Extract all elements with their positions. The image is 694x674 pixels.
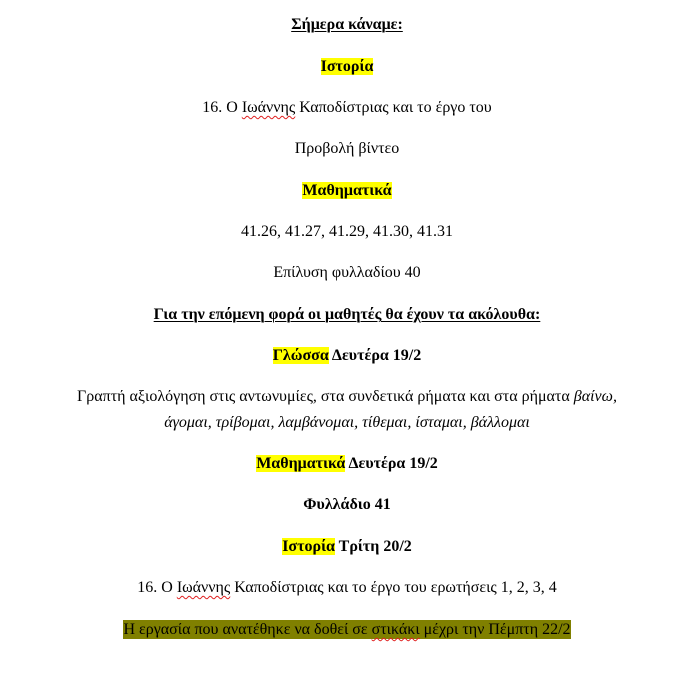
submission-note-usb: στικάκι (371, 621, 420, 638)
language-hw-text-line1 (0, 386, 694, 408)
history-hw-when: Τρίτη 20/2 (334, 538, 412, 555)
submission-note-part1: Η εργασία που ανατέθηκε να δοθεί σε (123, 621, 372, 638)
math-hw-subject: Μαθηματικά (256, 455, 346, 472)
language-hw-text-line2 (0, 412, 694, 434)
math-subject-line (0, 180, 694, 202)
history-hw-item-line (0, 577, 694, 599)
history-item-prefix: 16. Ο (202, 99, 242, 116)
history-item-name: Ιωάννης (241, 99, 296, 116)
submission-note-line (0, 619, 694, 641)
heading-next (0, 304, 694, 326)
history-item-suffix: Καποδίστριας και το έργο του (295, 99, 492, 116)
language-hw-title (0, 345, 694, 367)
history-video-line (0, 138, 694, 160)
math-subject: Μαθηματικά (302, 182, 392, 199)
history-hw-subject: Ιστορία (282, 538, 335, 555)
history-item-line (0, 97, 694, 119)
language-hw-when: Δευτέρα 19/2 (328, 347, 422, 364)
language-hw-subject: Γλώσσα (272, 347, 329, 364)
math-hw-worksheet-line (0, 494, 694, 516)
language-hw-text: Γραπτή αξιολόγηση στις αντωνυμίες, στα συνδετικά ρήματα και στα ρήματα (77, 388, 574, 405)
math-exercises: 41.26, 41.27, 41.29, 41.30, 41.31 (241, 223, 453, 240)
history-hw-item-name: Ιωάννης (176, 579, 231, 596)
history-subject: Ιστορία (320, 58, 374, 75)
submission-note (123, 620, 570, 639)
heading-today (0, 14, 694, 36)
submission-note-part3: μέχρι την Πέμπτη 22/2 (419, 621, 571, 638)
math-exercises-line (0, 221, 694, 243)
math-hw-worksheet: Φυλλάδιο 41 (303, 496, 391, 513)
history-video: Προβολή βίντεο (294, 140, 400, 157)
math-worksheet-line (0, 262, 694, 284)
history-hw-item-prefix: 16. Ο (137, 579, 177, 596)
math-worksheet: Επίλυση φυλλαδίου 40 (273, 264, 421, 281)
history-hw-title (0, 536, 694, 558)
language-hw-verbs: άγομαι, τρίβομαι, λαμβάνομαι, τίθεμαι, ίσταμαι, βάλλομαι (164, 414, 530, 431)
language-hw-verb-first: βαίνω, (573, 388, 617, 405)
history-subject-line (0, 56, 694, 78)
math-hw-when: Δευτέρα 19/2 (345, 455, 438, 472)
math-hw-title (0, 453, 694, 475)
history-hw-item-suffix: Καποδίστριας και το έργο του ερωτήσεις 1, 2, 3, 4 (230, 579, 557, 596)
heading-next-text: Για την επόμενη φορά οι μαθητές θα έχουν τα ακόλουθα: (153, 306, 541, 323)
heading-today-text: Σήμερα κάναμε: (291, 16, 403, 33)
